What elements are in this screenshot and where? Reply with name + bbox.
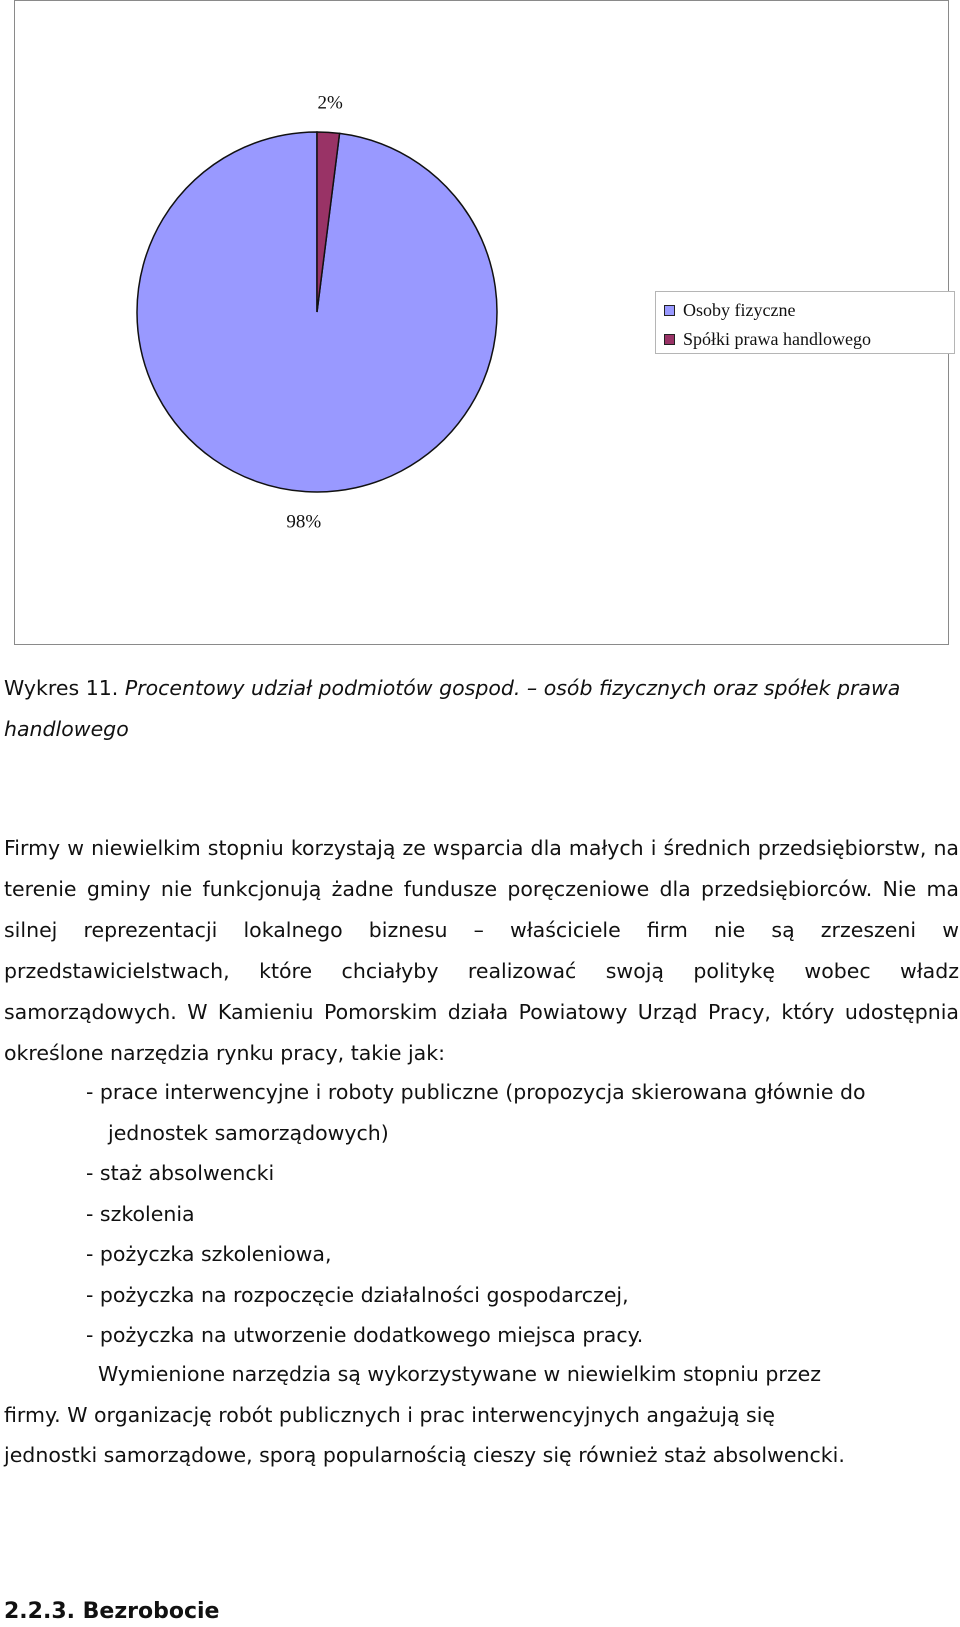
legend-label: Spółki prawa handlowego: [683, 329, 871, 349]
paragraph-2-line: jednostki samorządowe, sporą popularnością cieszy się również staż absolwencki.: [4, 1443, 845, 1467]
pie-data-label-0: 98%: [286, 511, 322, 533]
pie-data-label-1: 2%: [317, 92, 343, 114]
tools-list: [86, 1072, 956, 1356]
list-item: - pożyczka na utworzenie dodatkowego miejsca pracy.: [86, 1323, 644, 1347]
list-item: - pożyczka szkoleniowa,: [86, 1242, 332, 1266]
legend-item-osoby-fizyczne: [664, 296, 954, 325]
legend-label: Osoby fizyczne: [683, 300, 796, 320]
list-item: - staż absolwencki: [86, 1161, 275, 1185]
paragraph-1: Firmy w niewielkim stopniu korzystają ze wsparcia dla małych i średnich przedsiębiorstw, na terenie gminy nie funkcjonują żadne fundusze poręczeniowe dla przedsiębiorców. Nie ma silnej reprezentacji lokalnego biznesu – właściciele firm nie są zrzeszeni w przedstawicielstwach, które chciałyby realizować swoją politykę wobec władz samorządowych. W Kamieniu Pomorskim działa Powiatowy Urząd Pracy, który udostępnia określone narzędzia rynku pracy, takie jak:: [4, 836, 959, 1065]
list-item: - szkolenia: [86, 1201, 195, 1226]
caption-text: Procentowy udział podmiotów gospod. – osób fizycznych oraz spółek prawa handlowego: [4, 676, 901, 741]
list-item-continuation: jednostek samorządowych): [108, 1120, 389, 1145]
paragraph-2-line: Wymienione narzędzia są wykorzystywane w niewielkim stopniu przez: [98, 1362, 821, 1386]
legend-swatch-osoby-fizyczne: [664, 305, 675, 316]
chart-caption: [4, 668, 954, 750]
list-item: - prace interwencyjne i roboty publiczne (propozycja skierowana głównie do: [86, 1080, 866, 1104]
paragraph-2: [4, 1354, 959, 1476]
paragraph-2-line: firmy. W organizację robót publicznych i prac interwencyjnych angażują się: [4, 1402, 776, 1427]
legend-item-spolki: [664, 325, 954, 354]
list-item: - pożyczka na rozpoczęcie działalności gospodarczej,: [86, 1282, 629, 1307]
chart-frame: [14, 0, 949, 645]
caption-prefix: Wykres 11.: [4, 676, 125, 700]
legend-swatch-spolki: [664, 334, 675, 345]
section-heading: 2.2.3. Bezrobocie: [4, 1599, 220, 1624]
chart-legend: [655, 291, 955, 354]
